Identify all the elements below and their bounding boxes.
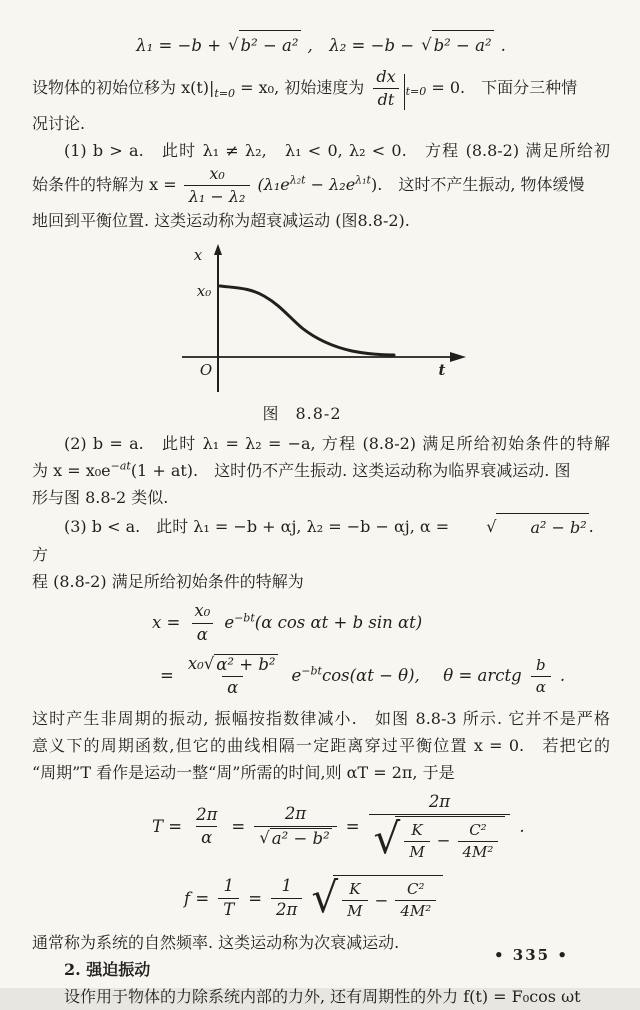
equation-frequency-f	[184, 875, 610, 921]
fraction-numerator: dx	[376, 67, 396, 86]
equals-sign: =	[248, 888, 263, 908]
formula-term: − λ₂e	[305, 175, 356, 194]
fraction-denominator: T	[218, 898, 239, 921]
formula-term: .	[500, 35, 506, 55]
axis-label-x: x	[193, 246, 203, 264]
body-text: 况讨论.	[32, 114, 86, 133]
fraction-denominator	[254, 826, 336, 850]
fraction-numerator: C²	[407, 880, 425, 899]
exponent: −bt	[234, 611, 255, 625]
radicand: √ b² − a²	[432, 30, 494, 61]
origin-label: O	[199, 361, 213, 379]
radicand	[333, 875, 443, 921]
fraction-2pi-alpha	[191, 805, 222, 849]
fraction-numerator: 2π	[284, 804, 307, 824]
body-text: 意义下的周期函数,但它的曲线相隔一定距离穿过平衡位置 x = 0. 若把它的	[32, 736, 610, 756]
vertical-bar	[404, 74, 405, 110]
formula-term: (λ₁e	[257, 175, 290, 194]
body-text: 通常称为系统的自然频率. 这类运动称为次衰减运动.	[32, 932, 400, 952]
fraction-C2-4M2	[458, 821, 499, 862]
fraction-amplitude	[183, 654, 283, 699]
formula-term: λ₁ = −b +	[136, 35, 222, 55]
body-text: (1 + at). 这时仍不产生振动. 这类运动称为临界衰减运动. 图	[130, 461, 571, 480]
body-text: . 方	[32, 517, 610, 564]
minus-sign: −	[436, 830, 451, 850]
fraction-1-2pi	[271, 876, 302, 920]
paragraph-case3-line2	[32, 568, 610, 595]
exponent: λ₂t	[289, 173, 306, 187]
fraction-2pi-bigsqrt	[369, 792, 511, 861]
body-text: 为 x = x₀e	[32, 461, 111, 480]
body-text: “周期”T 看作是运动一整“周”所需的时间,则 αT = 2π, 于是	[32, 763, 455, 783]
big-sqrt	[374, 816, 506, 862]
body-text: = x₀, 初始速度为	[235, 78, 365, 97]
body-text: (3) b < a. 此时 λ₁ = −b + αj, λ₂ = −b − αj, α =	[64, 517, 450, 536]
fraction-x0-over-lambda	[184, 164, 251, 207]
body-text: 始条件的特解为 x =	[32, 175, 177, 194]
fraction-numerator	[183, 654, 283, 677]
formula-term: .	[519, 817, 525, 837]
figure-caption	[152, 402, 452, 426]
fraction-C2-4M2	[395, 880, 436, 921]
exponent: −at	[110, 459, 131, 473]
fraction-denominator: dt	[373, 88, 400, 110]
fraction-denominator: M	[404, 841, 429, 862]
fraction-1-T	[218, 876, 239, 920]
body-text: 地回到平衡位置. 这类运动称为超衰减运动 (图8.8-2).	[32, 211, 410, 230]
caption-number: 8.8-2	[295, 404, 342, 423]
fraction-numerator: b	[535, 656, 546, 674]
fraction-numerator: 2π	[196, 804, 218, 824]
body-text: = 0. 下面分三种情	[431, 78, 578, 97]
fraction-denominator: α	[222, 676, 243, 699]
formula-term: x =	[152, 613, 181, 633]
figure-8-8-2-graph	[182, 244, 482, 398]
paragraph-case2-line3	[32, 484, 610, 511]
equation-period-T	[152, 792, 610, 861]
paragraph-forced-vibration-intro	[32, 983, 610, 1010]
t-axis-arrow	[450, 352, 466, 362]
evaluation-subscript: t=0	[405, 84, 427, 98]
equals-sign: =	[231, 817, 246, 837]
sqrt	[204, 654, 278, 676]
fraction-denominator: α	[196, 826, 217, 849]
formula-term: x₀	[187, 653, 204, 673]
formula-term: .	[559, 666, 566, 686]
sqrt	[454, 513, 588, 541]
radicand: √ α² + b²	[216, 654, 276, 674]
fraction-denominator	[369, 814, 511, 862]
radicand: √ a² − b²	[496, 513, 588, 541]
big-sqrt	[311, 875, 443, 921]
body-text: 形与图 8.8-2 类似.	[32, 488, 169, 507]
paragraph-oscillation-line1	[32, 705, 610, 732]
body-text: (1) b > a. 此时 λ₁ ≠ λ₂, λ₁ < 0, λ₂ < 0. 方程 (8.8-2) 满足所给初	[64, 141, 610, 160]
subscript-t0: t=0	[214, 87, 236, 101]
fraction-numerator: 1	[223, 876, 234, 895]
caption-label: 图	[262, 404, 280, 423]
figure-container	[182, 244, 610, 402]
fraction-x0-alpha	[189, 601, 215, 645]
formula-term: T =	[152, 817, 183, 837]
axis-label-x0: x₀	[196, 282, 212, 300]
exponent: −bt	[301, 664, 322, 678]
equation-lambda-roots	[32, 30, 610, 61]
body-text: 设物体的初始位移为 x(t)|	[32, 78, 215, 97]
fraction-numerator: 2π	[428, 792, 451, 812]
fraction-denominator: λ₁ − λ₂	[184, 185, 251, 207]
fraction-b-alpha	[531, 656, 551, 697]
paragraph-case1-line1	[32, 137, 610, 164]
formula-term: θ = arctg	[426, 666, 522, 686]
body-text: 设作用于物体的力除系统内部的力外, 还有周期性的外力 f(t) = F₀cos ωt	[64, 986, 581, 1006]
fraction-numerator: x₀	[209, 164, 225, 183]
paragraph-oscillation-line2	[32, 732, 610, 759]
fraction-K-M	[404, 821, 429, 862]
axis-label-t: t	[438, 361, 446, 379]
equals-sign: =	[160, 666, 174, 686]
equals-sign: =	[345, 817, 360, 837]
radicand: √ b² − a²	[239, 30, 301, 61]
formula-term	[292, 653, 420, 699]
paragraph-case1-line3	[32, 207, 610, 234]
body-text: 程 (8.8-2) 满足所给初始条件的特解为	[32, 572, 304, 591]
sqrt	[228, 30, 300, 61]
fraction-denominator: α	[192, 623, 213, 646]
radicand: √ a² − b²	[271, 828, 330, 848]
formula-term: (α cos αt + b sin αt)	[254, 613, 423, 633]
y-axis-arrow	[214, 244, 222, 255]
minus-sign: −	[374, 891, 389, 911]
fraction-numerator: 1	[281, 876, 292, 895]
paragraph-case2-line2	[32, 457, 610, 484]
sqrt	[259, 828, 331, 850]
fraction-denominator: α	[531, 676, 551, 697]
fraction-2pi-sqrt	[254, 804, 336, 849]
formula-term: , λ₂ = −b −	[307, 35, 415, 55]
e-base: e	[224, 613, 235, 633]
fraction-numerator: x₀	[194, 601, 211, 620]
body-text: 这时产生非周期的振动, 振幅按指数律减小. 如图 8.8-3 所示. 它并不是严格	[32, 709, 610, 729]
sqrt	[421, 30, 493, 61]
equation-solution-trig	[152, 601, 610, 645]
body-text: ). 这时不产生振动, 物体缓慢	[370, 175, 585, 194]
e-base: e	[291, 666, 302, 686]
equation-solution-amplitude	[160, 653, 610, 699]
overdamped-curve	[220, 286, 394, 355]
paragraph-initial-conditions	[32, 67, 610, 110]
paragraph-oscillation-line3	[32, 759, 610, 786]
heading-text: 2. 强迫振动	[64, 959, 151, 979]
body-text: (2) b = a. 此时 λ₁ = λ₂ = −a, 方程 (8.8-2) 满足所给初始条件的特解	[64, 434, 610, 453]
fraction-denominator: 4M²	[458, 841, 499, 862]
fraction-K-M	[342, 880, 367, 921]
formula-term: f =	[184, 888, 210, 908]
exponent: λ₁t	[355, 173, 371, 187]
fraction-denominator: 2π	[271, 898, 302, 921]
formula-term	[224, 603, 422, 643]
fraction-numerator: C²	[469, 820, 487, 839]
radicand	[395, 816, 505, 862]
formula-term: cos(αt − θ),	[321, 666, 420, 686]
paragraph-case3-line1	[32, 513, 610, 568]
evaluation-bar	[403, 68, 427, 110]
page-number: • 335 •	[494, 946, 569, 964]
paragraph-case2-line1	[32, 430, 610, 457]
fraction-dxdt	[371, 67, 400, 110]
fraction-numerator: √ K	[411, 820, 423, 839]
paragraph-case1-line2	[32, 164, 610, 207]
body-line	[32, 110, 610, 137]
fraction-denominator: M	[342, 900, 367, 921]
fraction-denominator: 4M²	[395, 900, 436, 921]
fraction-numerator: √ K	[349, 880, 361, 899]
